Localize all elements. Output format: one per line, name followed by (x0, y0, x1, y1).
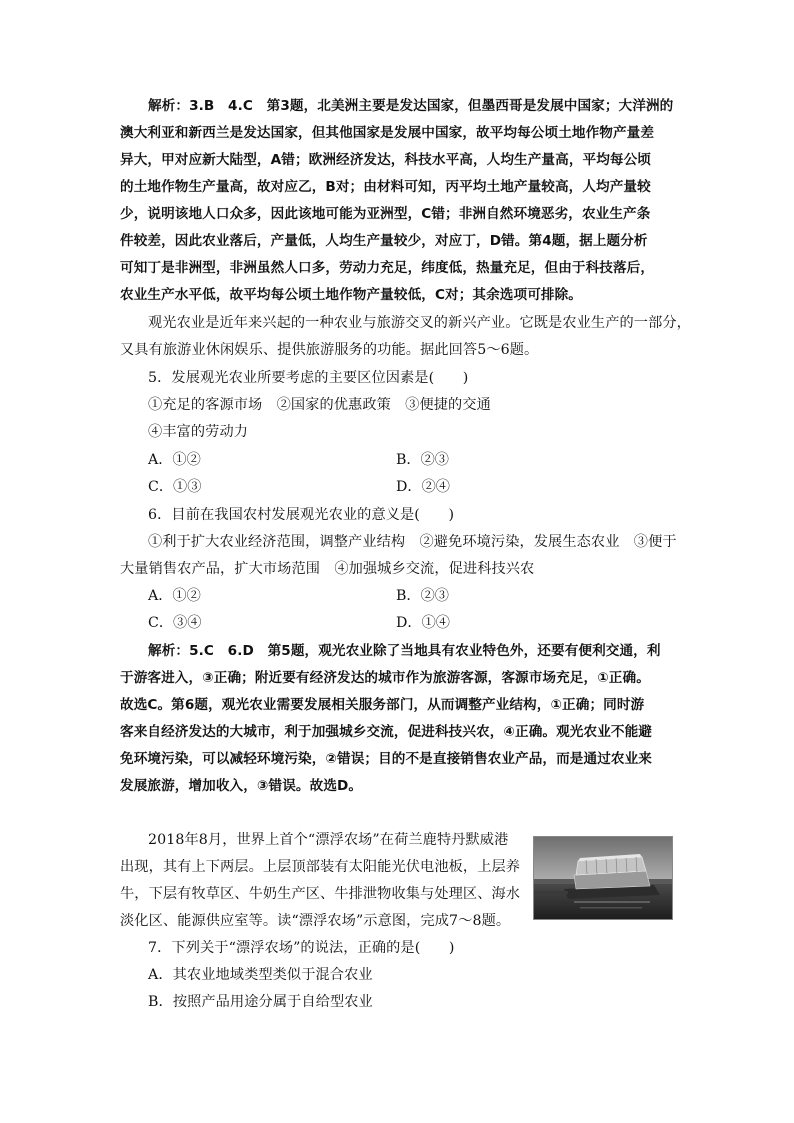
intro-line: 观光农业是近年来兴起的一种农业与旅游交叉的新兴产业。它既是农业生产的一部分， (148, 315, 691, 331)
analysis-line: 故选C。第6题，观光农业需要发展相关服务部门，从而调整产业结构，①正确；同时游 (120, 697, 645, 713)
question-items: ①充足的客源市场 ②国家的优惠政策 ③便捷的交通 (148, 397, 491, 413)
intro-line: 又具有旅游业休闲娱乐、提供旅游服务的功能。据此回答5～6题。 (120, 342, 539, 358)
intro-line: 淡化区、能源供应室等。读“漂浮农场”示意图，完成7～8题。 (120, 913, 511, 929)
analysis-line: 件较差，因此农业落后，产量低，人均生产量较少，对应丁，D错。第4题，据上题分析 (120, 233, 648, 249)
option-b: B．按照产品用途分属于自给型农业 (148, 994, 373, 1010)
intro-line: 出现，其有上下两层。上层顶部装有太阳能光伏电池板，上层养 (120, 859, 521, 875)
question-items: 大量销售农产品，扩大市场范围 ④加强城乡交流，促进科技兴农 (120, 561, 535, 577)
analysis-line: 客来自经济发达的大城市，利于加强城乡交流，促进科技兴农，④正确。观光农业不能避 (120, 724, 652, 740)
analysis-line: 于游客进入，③正确；附近要有经济发达的城市作为旅游客源，客源市场充足，①正确。 (120, 670, 650, 686)
question-items: ①利于扩大农业经济范围，调整产业结构 ②避免环境污染，发展生态农业 ③便于 (148, 534, 677, 550)
option-a: A．①② (148, 452, 201, 468)
question-stem: 5．发展观光农业所要考虑的主要区位因素是( ) (148, 370, 469, 386)
intro-line: 牛，下层有牧草区、牛奶生产区、牛排泄物收集与处理区、海水 (120, 886, 521, 902)
analysis-line: 少，说明该地人口众多，因此该地可能为亚洲型，C错；非洲自然环境恶劣，农业生产条 (120, 206, 651, 222)
question-items: ④丰富的劳动力 (148, 424, 249, 440)
analysis-line: 解析：5.C 6.D 第5题，观光农业除了当地具有农业特色外，还要有便利交通，利 (148, 643, 661, 659)
option-d: D．②④ (396, 479, 450, 495)
option-b: B．②③ (396, 452, 449, 468)
intro-line: 2018年8月，世界上首个“漂浮农场”在荷兰鹿特丹默威港 (148, 832, 509, 848)
option-c: C．③④ (148, 615, 202, 631)
floating-farm-photo (533, 836, 673, 920)
analysis-line: 澳大利亚和新西兰是发达国家，但其他国家是发展中国家，故平均每公顷土地作物产量差 (120, 125, 655, 141)
analysis-line: 发展旅游，增加收入，③错误。故选D。 (120, 778, 363, 794)
analysis-line: 的土地作物生产量高，故对应乙，B对；由材料可知，丙平均土地产量较高，人均产量较 (120, 179, 651, 195)
question-stem: 6．目前在我国农村发展观光农业的意义是( ) (148, 507, 455, 523)
analysis-line: 异大，甲对应新大陆型，A错；欧洲经济发达，科技水平高，人均生产量高，平均每公顷 (120, 152, 651, 168)
analysis-line: 解析：3.B 4.C 第3题，北美洲主要是发达国家，但墨西哥是发展中国家；大洋洲的 (148, 98, 674, 114)
option-d: D．①④ (396, 615, 450, 631)
option-c: C．①③ (148, 479, 202, 495)
analysis-line: 可知丁是非洲型，非洲虽然人口多，劳动力充足，纬度低，热量充足，但由于科技落后， (120, 260, 655, 276)
analysis-line: 农业生产水平低，故平均每公顷土地作物产量较低，C对；其余选项可排除。 (120, 287, 582, 303)
option-a: A．①② (148, 588, 201, 604)
analysis-line: 免环境污染，可以减轻环境污染，②错误；目的不是直接销售农业产品，而是通过农业来 (120, 751, 652, 767)
option-b: B．②③ (396, 588, 449, 604)
question-stem: 7．下列关于“漂浮农场”的说法，正确的是( ) (148, 940, 455, 956)
option-a: A．其农业地域类型类似于混合农业 (148, 967, 373, 983)
